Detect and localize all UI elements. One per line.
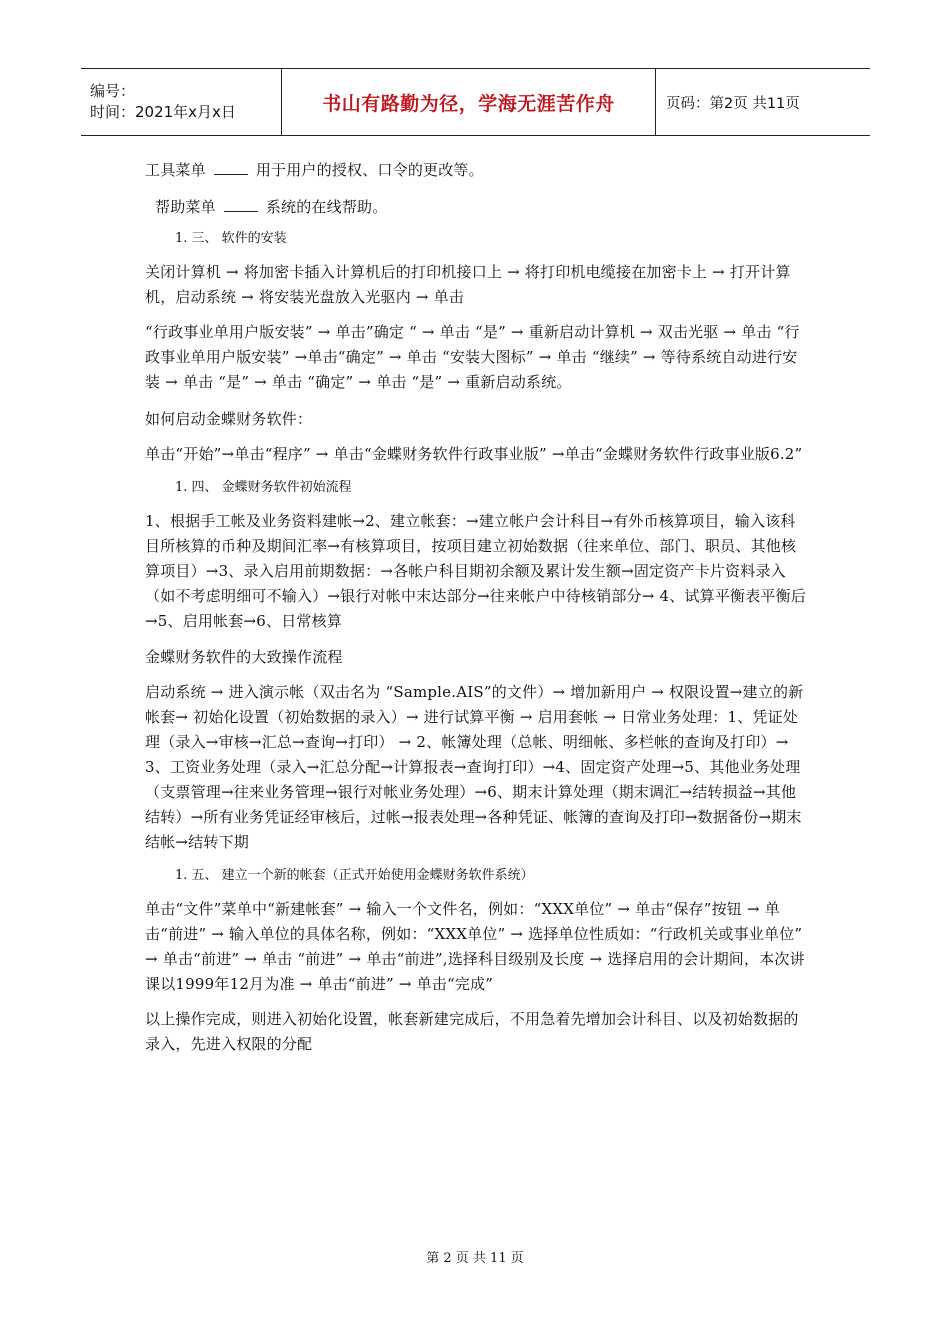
ops-flow-title: 金蝶财务软件的大致操作流程 bbox=[145, 648, 343, 666]
header-left-cell bbox=[81, 69, 282, 135]
start-software-title: 如何启动金蝶财务软件： bbox=[145, 410, 313, 428]
section-heading-install: 1. 三、 软件的安装 bbox=[175, 231, 287, 246]
section-heading-new-set: 1. 五、 建立一个新的帐套（正式开始使用金蝶财务软件系统） bbox=[175, 868, 534, 883]
init-flow-text: 1、根据手工帐及业务资料建帐→2、建立帐套：→建立帐户会计科目→有外币核算项目，输入该科目所核算的币种及期间汇率→有核算项目，按项目建立初始数据（往来单位、部门、职员、其他核算项目）→3、录入启用前期数据：→各帐户科目期初余额及累计发生额→固定资产卡片资料录入（如不考虑明细可不输入）→银行对帐中末达部分→往来帐户中待核销部分→ 4、试算平衡表平衡后→5、启用帐套→6、日常核算 bbox=[145, 512, 807, 630]
page-footer: 第 2 页 共 11 页 bbox=[426, 1251, 524, 1266]
tool-menu-desc: 用于用户的授权、口令的更改等。 bbox=[255, 161, 484, 179]
header-table bbox=[81, 68, 870, 136]
help-menu-label: 帮助菜单 bbox=[155, 198, 216, 216]
header-motto: 书山有路勤为径，学海无涯苦作舟 bbox=[282, 69, 656, 135]
new-set-steps: 单击“文件”菜单中“新建帐套” → 输入一个文件名，例如：“XXX单位” → 单击“保存”按钮 → 单击“前进” → 输入单位的具体名称，例如：“XXX单位” → 选择单位性质如：“行政机关或事业单位” → 单击“前进” → 单击 “前进” → 单击“前进”,选择科目级别及长度 → 选择启用的会计期间，本次讲课以1999年12月为准 → 单击“前进” → 单击“完成” bbox=[145, 900, 805, 993]
after-setup-note: 以上操作完成，则进入初始化设置，帐套新建完成后，不用急着先增加会计科目、以及初始数据的录入，先进入权限的分配 bbox=[145, 1010, 799, 1053]
ops-flow-text: 启动系统 → 进入演示帐（双击名为 “Sample.AIS”的文件）→ 增加新用户 → 权限设置→建立的新帐套→ 初始化设置（初始数据的录入）→ 进行试算平衡 → 启用套帐 → 日常业务处理：1、凭证处理（录入→审核→汇总→查询→打印） → 2、帐簿处理（总帐、明细帐、多栏帐的查询及打印）→3、工资业务处理（录入→汇总分配→计算报表→查询打印）→4、固定资产处理→5、其他业务处理（支票管理→往来业务管理→银行对帐业务处理）→6、期末计算处理（期末调汇→结转损益→其他结转）→所有业务凭证经审核后，过帐→报表处理→各种凭证、帐簿的查询及打印→数据备份→期末结帐→结转下期 bbox=[145, 683, 804, 851]
section-heading-init-flow: 1. 四、 金蝶财务软件初始流程 bbox=[175, 480, 352, 495]
install-steps-part1: 关闭计算机 → 将加密卡插入计算机后的打印机接口上 → 将打印机电缆接在加密卡上 → 打开计算机，启动系统 → 将安装光盘放入光驱内 → 单击 bbox=[145, 263, 791, 306]
tool-menu-label: 工具菜单 bbox=[145, 161, 206, 179]
document-body bbox=[145, 158, 810, 1057]
start-software-steps: 单击“开始”→单击“程序” → 单击“金蝶财务软件行政事业版” →单击“金蝶财务软件行政事业版6.2” bbox=[145, 445, 803, 463]
header-page-label: 页码：第2页 共11页 bbox=[666, 95, 800, 112]
install-steps-part2: “行政事业单用户版安装” → 单击”确定 “ → 单击 “是” → 重新启动计算机 → 双击光驱 → 单击 “行政事业单用户版安装” →单击“确定” → 单击 “安装大图标” → 单击 “继续” → 等待系统自动进行安装 → 单击 “是” → 单击 “确定” → 单击 “是” → 重新启动系统。 bbox=[145, 323, 800, 391]
help-menu-line bbox=[145, 195, 810, 220]
blank-underline bbox=[214, 160, 248, 175]
tool-menu-line bbox=[145, 158, 810, 183]
blank-underline bbox=[224, 197, 258, 212]
document-number-label: 编号： bbox=[90, 82, 136, 100]
help-menu-desc: 系统的在线帮助。 bbox=[265, 198, 388, 216]
document-date-label: 时间：2021年x月x日 bbox=[90, 103, 236, 121]
